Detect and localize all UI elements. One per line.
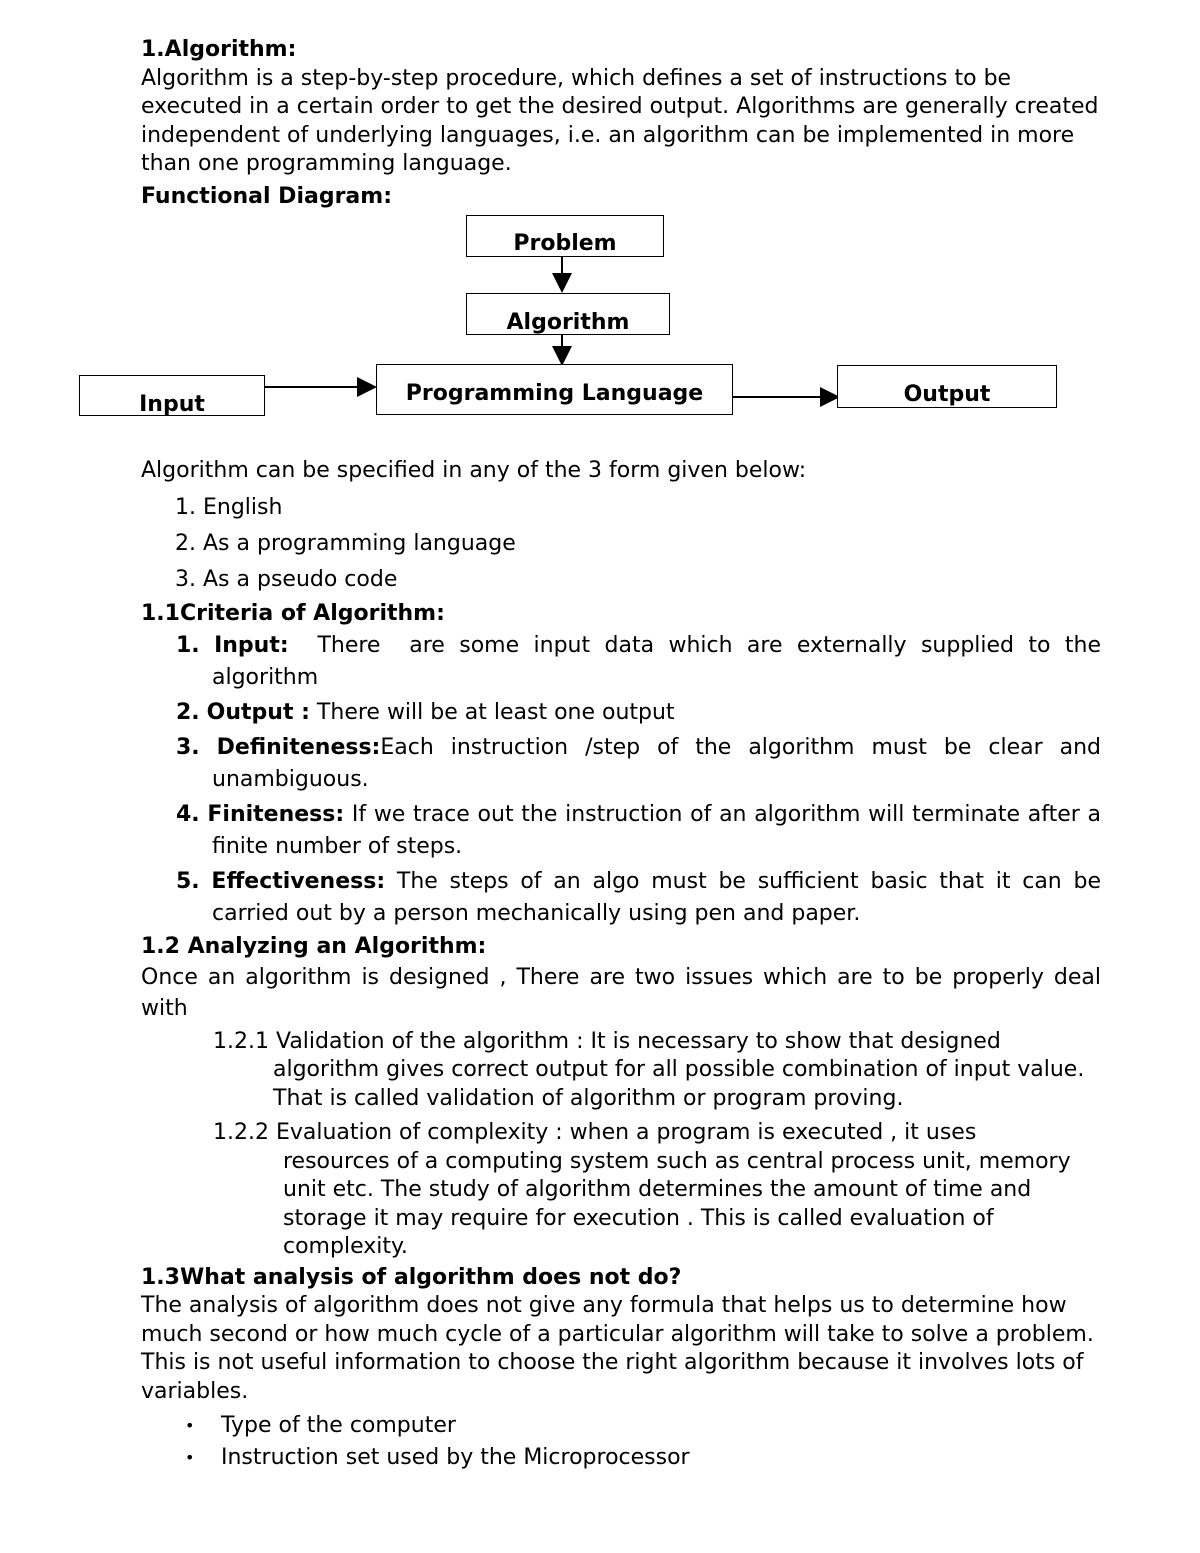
list-number: 2.	[176, 700, 200, 725]
list-number: 4.	[176, 802, 200, 827]
complexity-first-line: 1.2.2 Evaluation of complexity : when a program is executed , it uses	[213, 1120, 977, 1145]
criteria-heading: 1.1Criteria of Algorithm:	[141, 600, 445, 626]
document-page	[141, 36, 1109, 1474]
list-number: 1.	[175, 494, 196, 520]
list-text: As a pseudo code	[203, 566, 398, 592]
criteria-term: Effectiveness:	[211, 869, 386, 894]
list-item	[141, 1442, 1101, 1474]
list-item	[141, 732, 1101, 796]
list-number: 1.	[176, 633, 200, 658]
problem-label: Problem	[513, 231, 617, 256]
criteria-term: Output :	[206, 700, 310, 725]
bullet-icon: •	[185, 1416, 195, 1435]
list-number: 2.	[175, 530, 196, 556]
list-item	[141, 799, 1101, 863]
list-item	[141, 866, 1101, 930]
input-label: Input	[139, 392, 205, 417]
section-heading-algorithm: 1.Algorithm:	[141, 37, 297, 62]
not-do-paragraph: The analysis of algorithm does not give any formula that helps us to determine how much second or how much cycle of a particular algorithm will take to solve a problem. This is not useful information to choose the right algorithm because it involves lots of variables.	[141, 1293, 1094, 1404]
validation-item	[213, 1028, 1101, 1114]
list-text: English	[203, 494, 283, 520]
programming-language-label: Programming Language	[405, 381, 704, 406]
output-label: Output	[903, 382, 991, 407]
criteria-list	[141, 630, 1109, 930]
list-item	[141, 562, 1101, 598]
forms-list	[141, 490, 1101, 598]
list-number: 3.	[175, 566, 196, 592]
list-item	[141, 526, 1101, 562]
complexity-rest: resources of a computing system such as central process unit, memory unit etc. The study of algorithm determines the amount of time and storage it may require for execution . This is called evaluation of complexity.	[283, 1148, 1071, 1259]
list-item	[141, 1410, 1101, 1442]
criteria-text: There will be at least one output	[309, 700, 675, 725]
criteria-text: The steps of an algo must be sufficient basic that it can be carried out by a person mechanically using pen and paper.	[212, 869, 1101, 926]
list-item	[141, 697, 1101, 729]
criteria-text: Each instruction /step of the algorithm must be clear and unambiguous.	[212, 735, 1101, 792]
list-text: Instruction set used by the Microprocessor	[221, 1445, 690, 1470]
complexity-item	[213, 1119, 1101, 1262]
list-item	[141, 630, 1109, 694]
analyzing-heading: 1.2 Analyzing an Algorithm:	[141, 934, 487, 959]
validation-rest: algorithm gives correct output for all possible combination of input value. That is called validation of algorithm or program proving.	[273, 1057, 1085, 1111]
list-item	[141, 490, 1101, 526]
algorithm-definition-paragraph: Algorithm is a step-by-step procedure, which defines a set of instructions to be executed in a certain order to get the desired output. Algorithms are generally created independent of underlying languages, i.e. an algorithm can be implemented in more than one programming language.	[141, 65, 1099, 176]
diagram-spacer	[141, 211, 1101, 457]
list-text: Type of the computer	[221, 1413, 456, 1438]
list-number: 3.	[176, 735, 200, 760]
bullet-icon: •	[185, 1448, 195, 1467]
variables-list	[141, 1410, 1101, 1474]
algorithm-label: Algorithm	[506, 310, 630, 335]
criteria-text: If we trace out the instruction of an algorithm will terminate after a finite number of steps.	[212, 802, 1101, 859]
criteria-term: Definiteness:	[216, 735, 381, 760]
list-number: 5.	[176, 869, 200, 894]
not-do-heading: 1.3What analysis of algorithm does not do?	[141, 1264, 682, 1290]
criteria-term: Input:	[214, 633, 289, 658]
forms-intro: Algorithm can be specified in any of the 3 form given below:	[141, 458, 807, 483]
criteria-term: Finiteness:	[207, 802, 345, 827]
criteria-text: There are some input data which are externally supplied to the algorithm	[212, 633, 1109, 690]
validation-first-line: 1.2.1 Validation of the algorithm : It is necessary to show that designed	[213, 1028, 1001, 1054]
analyzing-intro: Once an algorithm is designed , There are two issues which are to be properly deal with	[141, 964, 1101, 1021]
functional-diagram-heading: Functional Diagram:	[141, 183, 392, 209]
list-text: As a programming language	[203, 530, 516, 556]
